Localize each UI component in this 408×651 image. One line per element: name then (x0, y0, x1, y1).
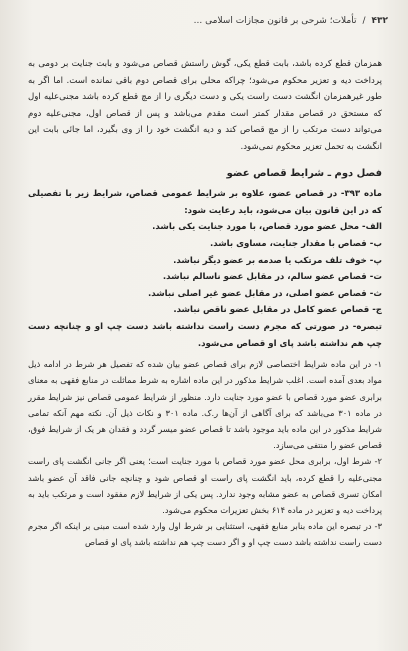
commentary-2: ۲- شرط اول، برابری محل عضو مورد قصاص با مورد جنایت است؛ یعنی اگر جانی انگشت پای راست مجنی‌علیه را قطع کرده، باید انگشت پای راست او قصاص شود و چنانچه جانی فاقد آن عضو باشد امکان تسری قصاص به عضو مشابه وجود ندارد. پس یکی از شرایط لازم مفقود است و مرتکب باید به پرداخت دیه و تعزیر در ماده ۶۱۴ بخش تعزیرات محکوم می‌شود. (28, 456, 382, 515)
condition-te: ت- قصاص عضو سالم، در مقابل عضو ناسالم نباشد. (162, 272, 382, 283)
condition-be: ب- قصاص با مقدار جنایت، مساوی باشد. (209, 238, 382, 249)
condition-pe: پ- خوف تلف مرتکب یا صدمه بر عضو دیگر نباشد. (173, 255, 382, 266)
intro-paragraph: همزمان قطع کرده باشد، بابت قطع یکی، گوش راستش قصاص می‌شود و بابت جنایت بر دومی به پرداخت دیه و تعزیر محکوم می‌شود؛ چراکه محلی برای قصاص دوم باقی نمانده است. اما اگر به طور غیرهمزمان انگشت دست راست یکی و دست دیگری را از مچ قطع کرده باشد مجنی‌علیه اول که مستحق در قصاص مقدار کمتر است مقدم می‌باشد و پس از قصاص اول، مجنی‌علیه دوم می‌تواند دست مرتکب را از مچ قصاص کند و دیه انگشت خود را از وی بگیرد، اما جائی بابت این انگشت به تحمل تعزیر محکوم نمی‌شود. (28, 59, 382, 152)
section-title: فصل دوم ـ شرایط قصاص عضو (226, 167, 382, 179)
condition-se: ث- قصاص عضو اصلی، در مقابل عضو غیر اصلی نباشد. (148, 288, 382, 299)
running-header: ۴۳۲ / تأملات؛ شرحی بر قانون مجازات اسلامی ... (193, 16, 388, 26)
commentary-1: ۱- در این ماده شرایط اختصاصی لازم برای قصاص عضو بیان شده که تفصیل هر شرط در ادامه ذیل مواد بعدی آمده است. اغلب شرایط مذکور در این ماده اشاره به شرط مماثلت در منابع فقهی به معنای برابری عضو مورد قصاص با عضو مورد جنایت دارد. منظور از شرایط عمومی قصاص نیز شرایط مقرر در ماده ۳۰۱ می‌باشد که برای آگاهی از آن‌ها ر.ک. ماده ۳۰۱ و نکات ذیل آن. نکته مهم آنکه تمامی شرایط مذکور در این ماده باید موجود باشد تا قصاص عضو میسر گردد و فقدان هر یک از شرایط فوق، قصاص عضو را منتفی می‌سازد. (28, 359, 382, 451)
running-title: تأملات؛ شرحی بر قانون مجازات اسلامی ... (193, 16, 357, 26)
article-393-intro: ماده ۳۹۳- در قصاص عضو، علاوه بر شرایط عمومی قصاص، شرایط زیر با تفصیلی که در این قانون بیان می‌شود، باید رعایت شود: (28, 189, 382, 216)
condition-jim: ج- قصاص عضو کامل در مقابل عضو ناقص نباشد. (173, 305, 382, 316)
commentary-3: ۳- در تبصره این ماده بنابر منابع فقهی، استثنایی بر شرط اول وارد شده است مبنی بر اینکه اگر مجرم دست راست نداشته باشد دست چپ او و اگر دست چپ هم نداشته باشد پای او قصاص (28, 521, 382, 548)
page-number: ۴۳۲ (371, 16, 388, 26)
page-body (28, 56, 382, 631)
condition-alef: الف- محل عضو مورد قصاص، با مورد جنایت یکی باشد. (152, 222, 382, 233)
article-note: تبصره- در صورتی که مجرم دست راست نداشته باشد دست چپ او و چنانچه دست چپ هم نداشته باشد پای او قصاص می‌شود. (28, 321, 382, 349)
